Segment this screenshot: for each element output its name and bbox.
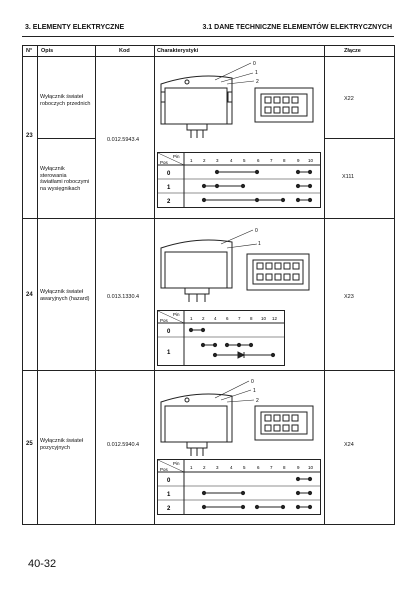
subsection-title: 3.1 DANE TECHNICZNE ELEMENTÓW ELEKTRYCZNYCH <box>202 24 392 31</box>
svg-text:2: 2 <box>256 398 259 404</box>
svg-text:3: 3 <box>216 158 219 163</box>
svg-text:2: 2 <box>203 158 206 163</box>
svg-text:Pin: Pin <box>173 154 180 159</box>
svg-text:9: 9 <box>297 158 300 163</box>
svg-text:2: 2 <box>167 506 171 512</box>
svg-text:8: 8 <box>283 465 286 470</box>
svg-text:6: 6 <box>226 316 229 321</box>
svg-text:1: 1 <box>258 241 261 247</box>
svg-text:7: 7 <box>270 465 273 470</box>
svg-text:8: 8 <box>250 316 253 321</box>
svg-text:2: 2 <box>167 199 171 205</box>
row-number: 23 <box>26 133 33 139</box>
svg-text:Pos: Pos <box>160 318 168 323</box>
svg-text:0: 0 <box>253 61 256 67</box>
pin-table <box>157 459 321 515</box>
pin-table <box>157 152 321 208</box>
svg-text:6: 6 <box>257 158 260 163</box>
svg-text:0: 0 <box>255 228 258 234</box>
row-desc: Wyłącznik świateł roboczych przednich <box>40 94 91 107</box>
row-number: 24 <box>26 292 33 298</box>
svg-text:1: 1 <box>190 158 193 163</box>
col-code: Kod <box>119 48 130 54</box>
svg-text:4: 4 <box>214 316 217 321</box>
row-desc: Wyłącznik świateł pozycyjnych <box>40 438 84 451</box>
spec-table <box>22 45 395 525</box>
page-header <box>22 22 394 37</box>
switch-diagram <box>157 224 322 304</box>
switch-diagram <box>157 58 322 146</box>
row-desc: Wyłącznik świateł awaryjnych (hazard) <box>40 289 90 302</box>
section-title: 3. ELEMENTY ELEKTRYCZNE <box>25 24 125 31</box>
svg-text:Pin: Pin <box>173 312 180 317</box>
col-conn: Złącze <box>344 48 361 54</box>
part-code: 0.012.5943.4 <box>107 137 140 143</box>
svg-text:0: 0 <box>167 329 171 335</box>
svg-text:Pos: Pos <box>160 160 168 165</box>
svg-text:1: 1 <box>167 350 171 356</box>
svg-text:2: 2 <box>256 79 259 85</box>
connector: X22 <box>344 96 354 102</box>
svg-text:0: 0 <box>251 379 254 385</box>
connector: X23 <box>344 294 354 300</box>
svg-text:7: 7 <box>270 158 273 163</box>
svg-text:1: 1 <box>190 465 193 470</box>
svg-text:10: 10 <box>308 465 314 470</box>
svg-text:4: 4 <box>230 158 233 163</box>
switch-diagram <box>157 376 322 460</box>
svg-text:9: 9 <box>297 465 300 470</box>
svg-text:6: 6 <box>257 465 260 470</box>
svg-text:1: 1 <box>255 70 258 76</box>
svg-text:0: 0 <box>167 478 171 484</box>
svg-text:2: 2 <box>203 465 206 470</box>
col-char: Charakterystyki <box>157 48 199 54</box>
svg-text:1: 1 <box>167 492 171 498</box>
row-number: 25 <box>26 441 33 447</box>
col-no: N° <box>26 48 33 54</box>
svg-text:0: 0 <box>167 171 171 177</box>
part-code: 0.012.5940.4 <box>107 442 140 448</box>
svg-text:5: 5 <box>243 465 246 470</box>
row-desc: Wyłącznik sterowania światłami roboczymi na wysięgnikach <box>40 166 90 192</box>
svg-text:5: 5 <box>243 158 246 163</box>
svg-text:10: 10 <box>308 158 314 163</box>
svg-text:1: 1 <box>190 316 193 321</box>
connector: X111 <box>342 174 355 180</box>
svg-text:1: 1 <box>253 388 256 394</box>
svg-text:Pin: Pin <box>173 461 180 466</box>
svg-text:4: 4 <box>230 465 233 470</box>
pin-table <box>157 310 285 366</box>
svg-text:2: 2 <box>202 316 205 321</box>
col-desc: Opis <box>41 48 54 54</box>
svg-text:10: 10 <box>261 316 267 321</box>
connector: X24 <box>344 442 354 448</box>
svg-text:7: 7 <box>238 316 241 321</box>
page-number: 40-32 <box>28 558 57 570</box>
svg-text:Pos: Pos <box>160 467 168 472</box>
svg-text:3: 3 <box>216 465 219 470</box>
svg-text:8: 8 <box>283 158 286 163</box>
svg-text:1: 1 <box>167 185 171 191</box>
svg-text:12: 12 <box>272 316 278 321</box>
part-code: 0.013.1330.4 <box>107 294 140 300</box>
